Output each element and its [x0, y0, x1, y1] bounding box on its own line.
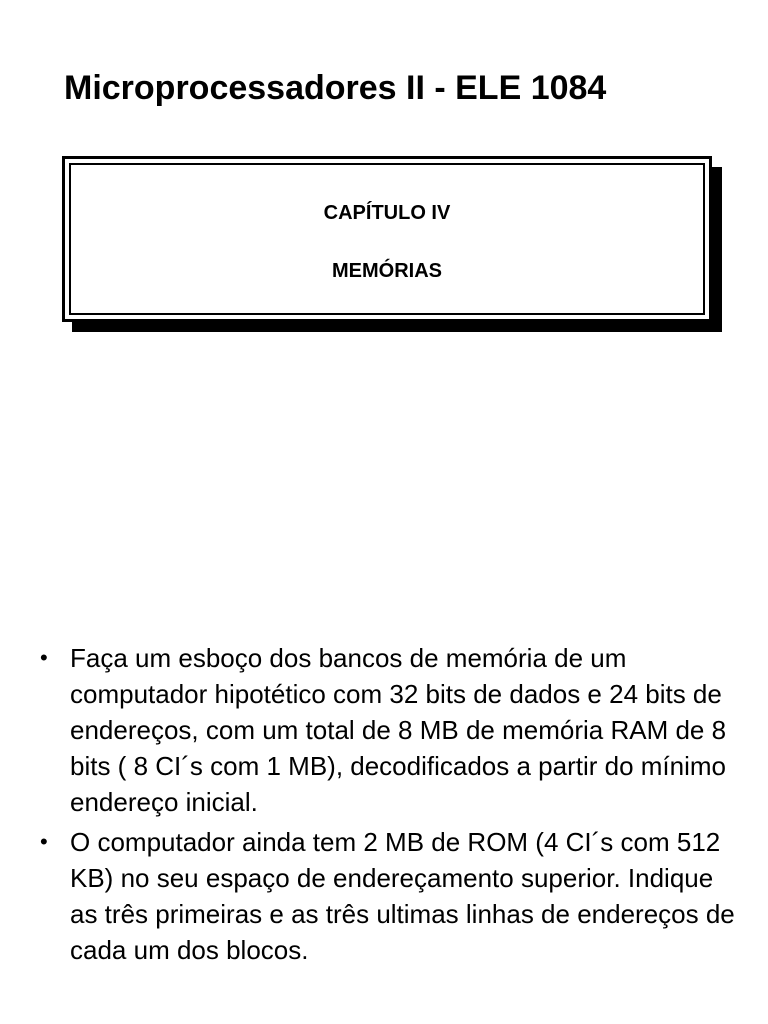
chapter-subtitle: MEMÓRIAS — [332, 260, 442, 282]
bullet-list — [40, 640, 740, 972]
bullet-text: O computador ainda tem 2 MB de ROM (4 CI´s com 512 KB) no seu espaço de endereçamento superior. Indique as três primeiras e as três ultimas linhas de endereços de cada um dos blocos. — [70, 827, 735, 965]
chapter-box-inner-border — [69, 163, 705, 315]
bullet-item — [40, 640, 740, 820]
bullet-marker: • — [40, 829, 48, 854]
bullet-text: Faça um esboço dos bancos de memória de um computador hipotético com 32 bits de dados e 24 bits de endereços, com um total de 8 MB de memória RAM de 8 bits ( 8 CI´s com 1 MB), decodificados a partir do mínimo endereço inicial. — [70, 643, 727, 817]
slide-title: Microprocessadores II - ELE 1084 — [64, 69, 607, 107]
chapter-label: CAPÍTULO IV — [323, 202, 451, 224]
bullet-marker: • — [40, 645, 48, 670]
chapter-box — [62, 156, 712, 322]
bullet-item — [40, 824, 740, 968]
